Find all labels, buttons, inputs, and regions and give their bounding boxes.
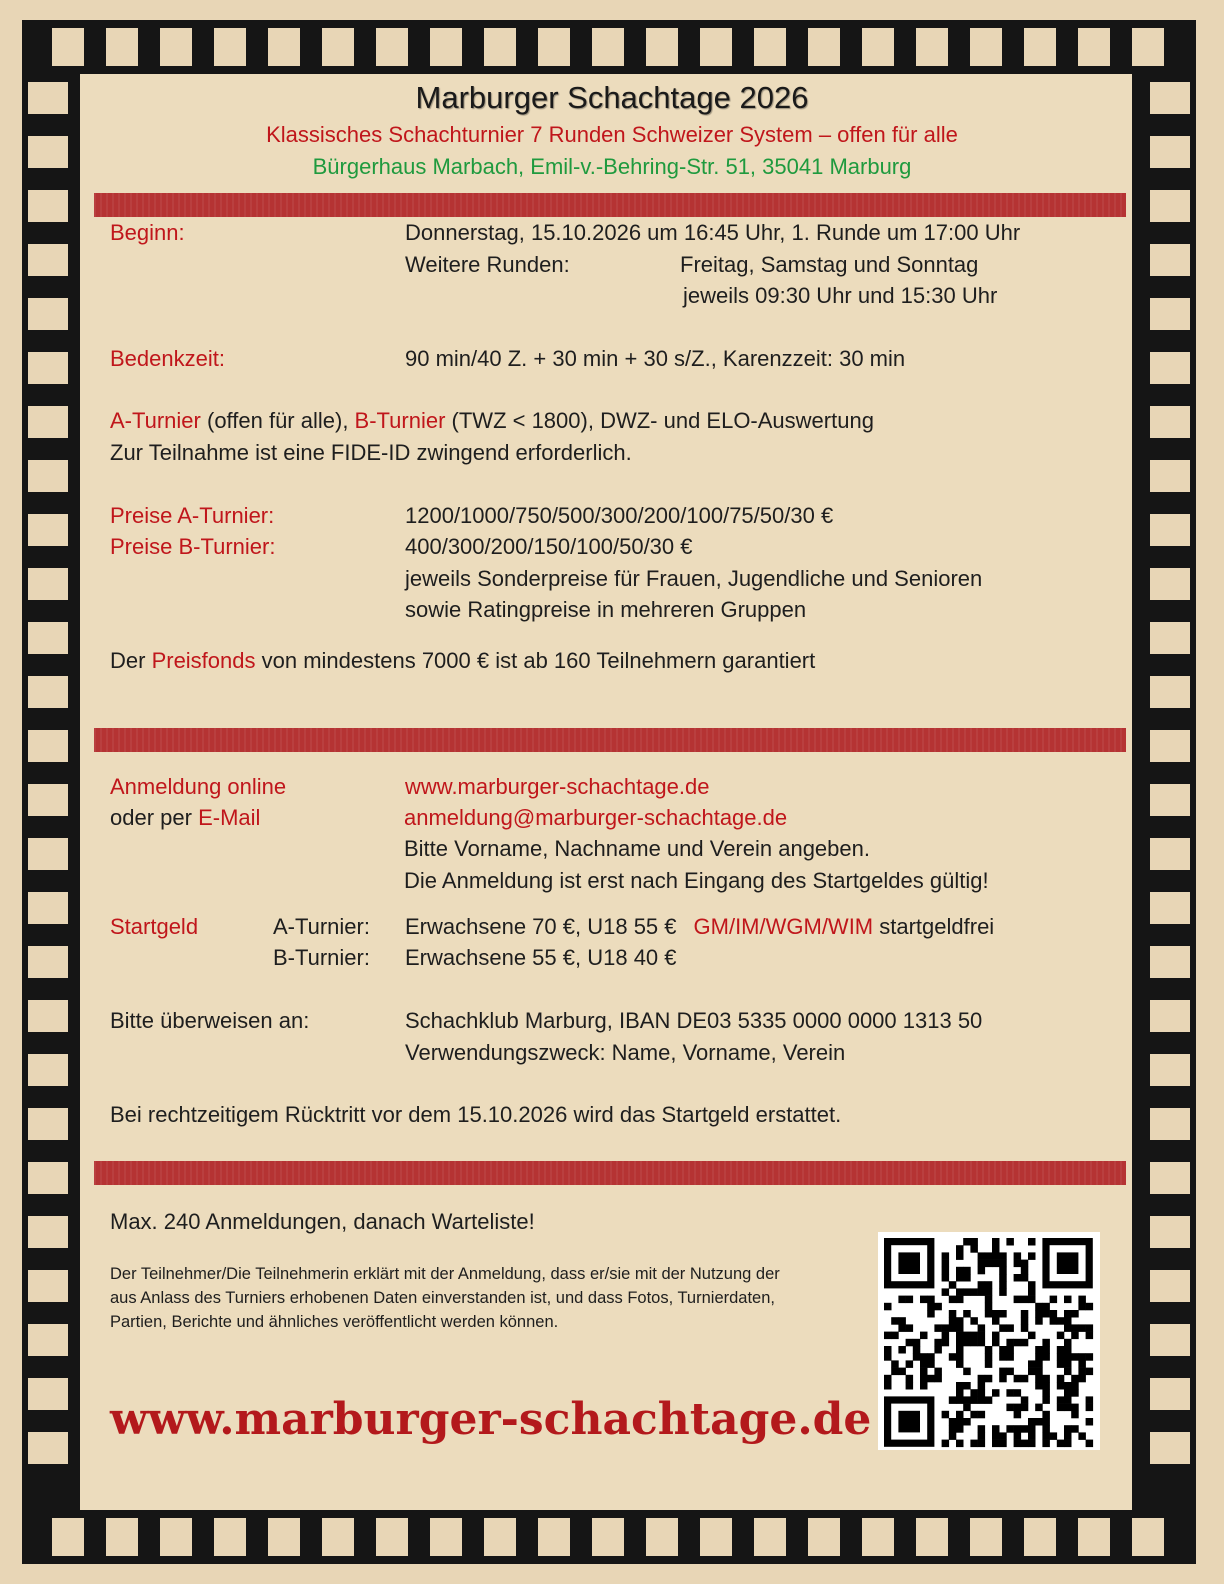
registration-note-1: Bitte Vorname, Nachname und Verein angeben. — [404, 836, 870, 861]
email-registration-label — [110, 803, 260, 833]
online-registration-label: Anmeldung online — [110, 774, 287, 799]
prize-fund-prefix: Der — [110, 648, 152, 673]
titled-players-note: startgeldfrei — [873, 914, 995, 939]
fee-a-value — [405, 912, 994, 942]
qr-code-icon[interactable] — [878, 1232, 1100, 1450]
registration-url-link[interactable]: www.marburger-schachtage.de — [405, 774, 710, 799]
titled-players: GM/IM/WGM/WIM — [693, 914, 874, 939]
prizes-b-label: Preise B-Turnier: — [110, 534, 276, 559]
divider-band — [94, 193, 1126, 217]
rating-prizes: sowie Ratingpreise in mehreren Gruppen — [405, 597, 807, 622]
fide-note: Zur Teilnahme ist eine FIDE-ID zwingend erforderlich. — [110, 440, 632, 465]
fee-b-label: B-Turnier: — [273, 945, 370, 970]
fee-a-amount: Erwachsene 70 €, U18 55 € — [405, 914, 677, 939]
fee-a-label: A-Turnier: — [273, 914, 370, 939]
page-title: Marburger Schachtage 2026 — [415, 80, 809, 115]
prize-fund-suffix: von mindestens 7000 € ist ab 160 Teilnehmern garantiert — [255, 648, 816, 673]
fee-b-value: Erwachsene 55 €, U18 40 € — [405, 945, 677, 970]
prizes-a-label: Preise A-Turnier: — [110, 503, 275, 528]
prize-fund — [110, 646, 815, 676]
payment-account: Schachklub Marburg, IBAN DE03 5335 0000 0000 1313 50 — [405, 1008, 983, 1033]
privacy-notice: Der Teilnehmer/Die Teilnehmerin erklärt mit der Anmeldung, dass er/sie mit der Nutzung der aus Anlass des Turniers erhobenen Daten einverstanden ist, und dass Fotos, Turnierdaten, Partien, Berichte und ähnliches veröffentlicht werden können. — [110, 1265, 780, 1331]
divider-band — [94, 1161, 1126, 1185]
start-label: Beginn: — [110, 220, 185, 245]
subtitle: Klassisches Schachturnier 7 Runden Schweizer System – offen für alle — [266, 122, 958, 147]
prizes-a-value: 1200/1000/750/500/300/200/100/75/50/30 € — [405, 503, 834, 528]
more-rounds-days: Freitag, Samstag und Sonntag — [680, 252, 979, 277]
time-control-value: 90 min/40 Z. + 30 min + 30 s/Z., Karenzzeit: 30 min — [405, 346, 906, 371]
refund-note: Bei rechtzeitigem Rücktritt vor dem 15.10.2026 wird das Startgeld erstattet. — [110, 1102, 842, 1127]
special-prizes: jeweils Sonderpreise für Frauen, Jugendliche und Senioren — [405, 566, 983, 591]
more-rounds-label: Weitere Runden: — [405, 252, 570, 277]
a-tournament-note: (offen für alle), — [200, 408, 355, 433]
a-tournament-name: A-Turnier — [110, 408, 201, 433]
b-tournament-note: (TWZ < 1800), DWZ- und ELO-Auswertung — [445, 408, 874, 433]
tournament-types — [110, 406, 874, 436]
prizes-b-value: 400/300/200/150/100/50/30 € — [405, 534, 693, 559]
prize-fund-word: Preisfonds — [151, 648, 256, 673]
time-control-label: Bedenkzeit: — [110, 346, 225, 371]
divider-band — [94, 728, 1126, 752]
email-word: E-Mail — [198, 805, 261, 830]
max-registrations: Max. 240 Anmeldungen, danach Warteliste! — [110, 1209, 535, 1234]
more-rounds-times: jeweils 09:30 Uhr und 15:30 Uhr — [683, 283, 998, 308]
website-url-link[interactable]: www.marburger-schachtage.de — [110, 1394, 872, 1445]
payment-reference: Verwendungszweck: Name, Vorname, Verein — [405, 1040, 846, 1065]
qr-code-graphic — [878, 1232, 1100, 1450]
start-value: Donnerstag, 15.10.2026 um 16:45 Uhr, 1. Runde um 17:00 Uhr — [405, 220, 1021, 245]
email-prefix: oder per — [110, 805, 199, 830]
fee-label: Startgeld — [110, 914, 199, 939]
registration-email-link[interactable]: anmeldung@marburger-schachtage.de — [404, 805, 788, 830]
b-tournament-name: B-Turnier — [354, 408, 446, 433]
payment-label: Bitte überweisen an: — [110, 1008, 310, 1033]
registration-note-2: Die Anmeldung ist erst nach Eingang des Startgeldes gültig! — [404, 868, 989, 893]
venue-address: Bürgerhaus Marbach, Emil-v.-Behring-Str. 51, 35041 Marburg — [312, 154, 912, 179]
